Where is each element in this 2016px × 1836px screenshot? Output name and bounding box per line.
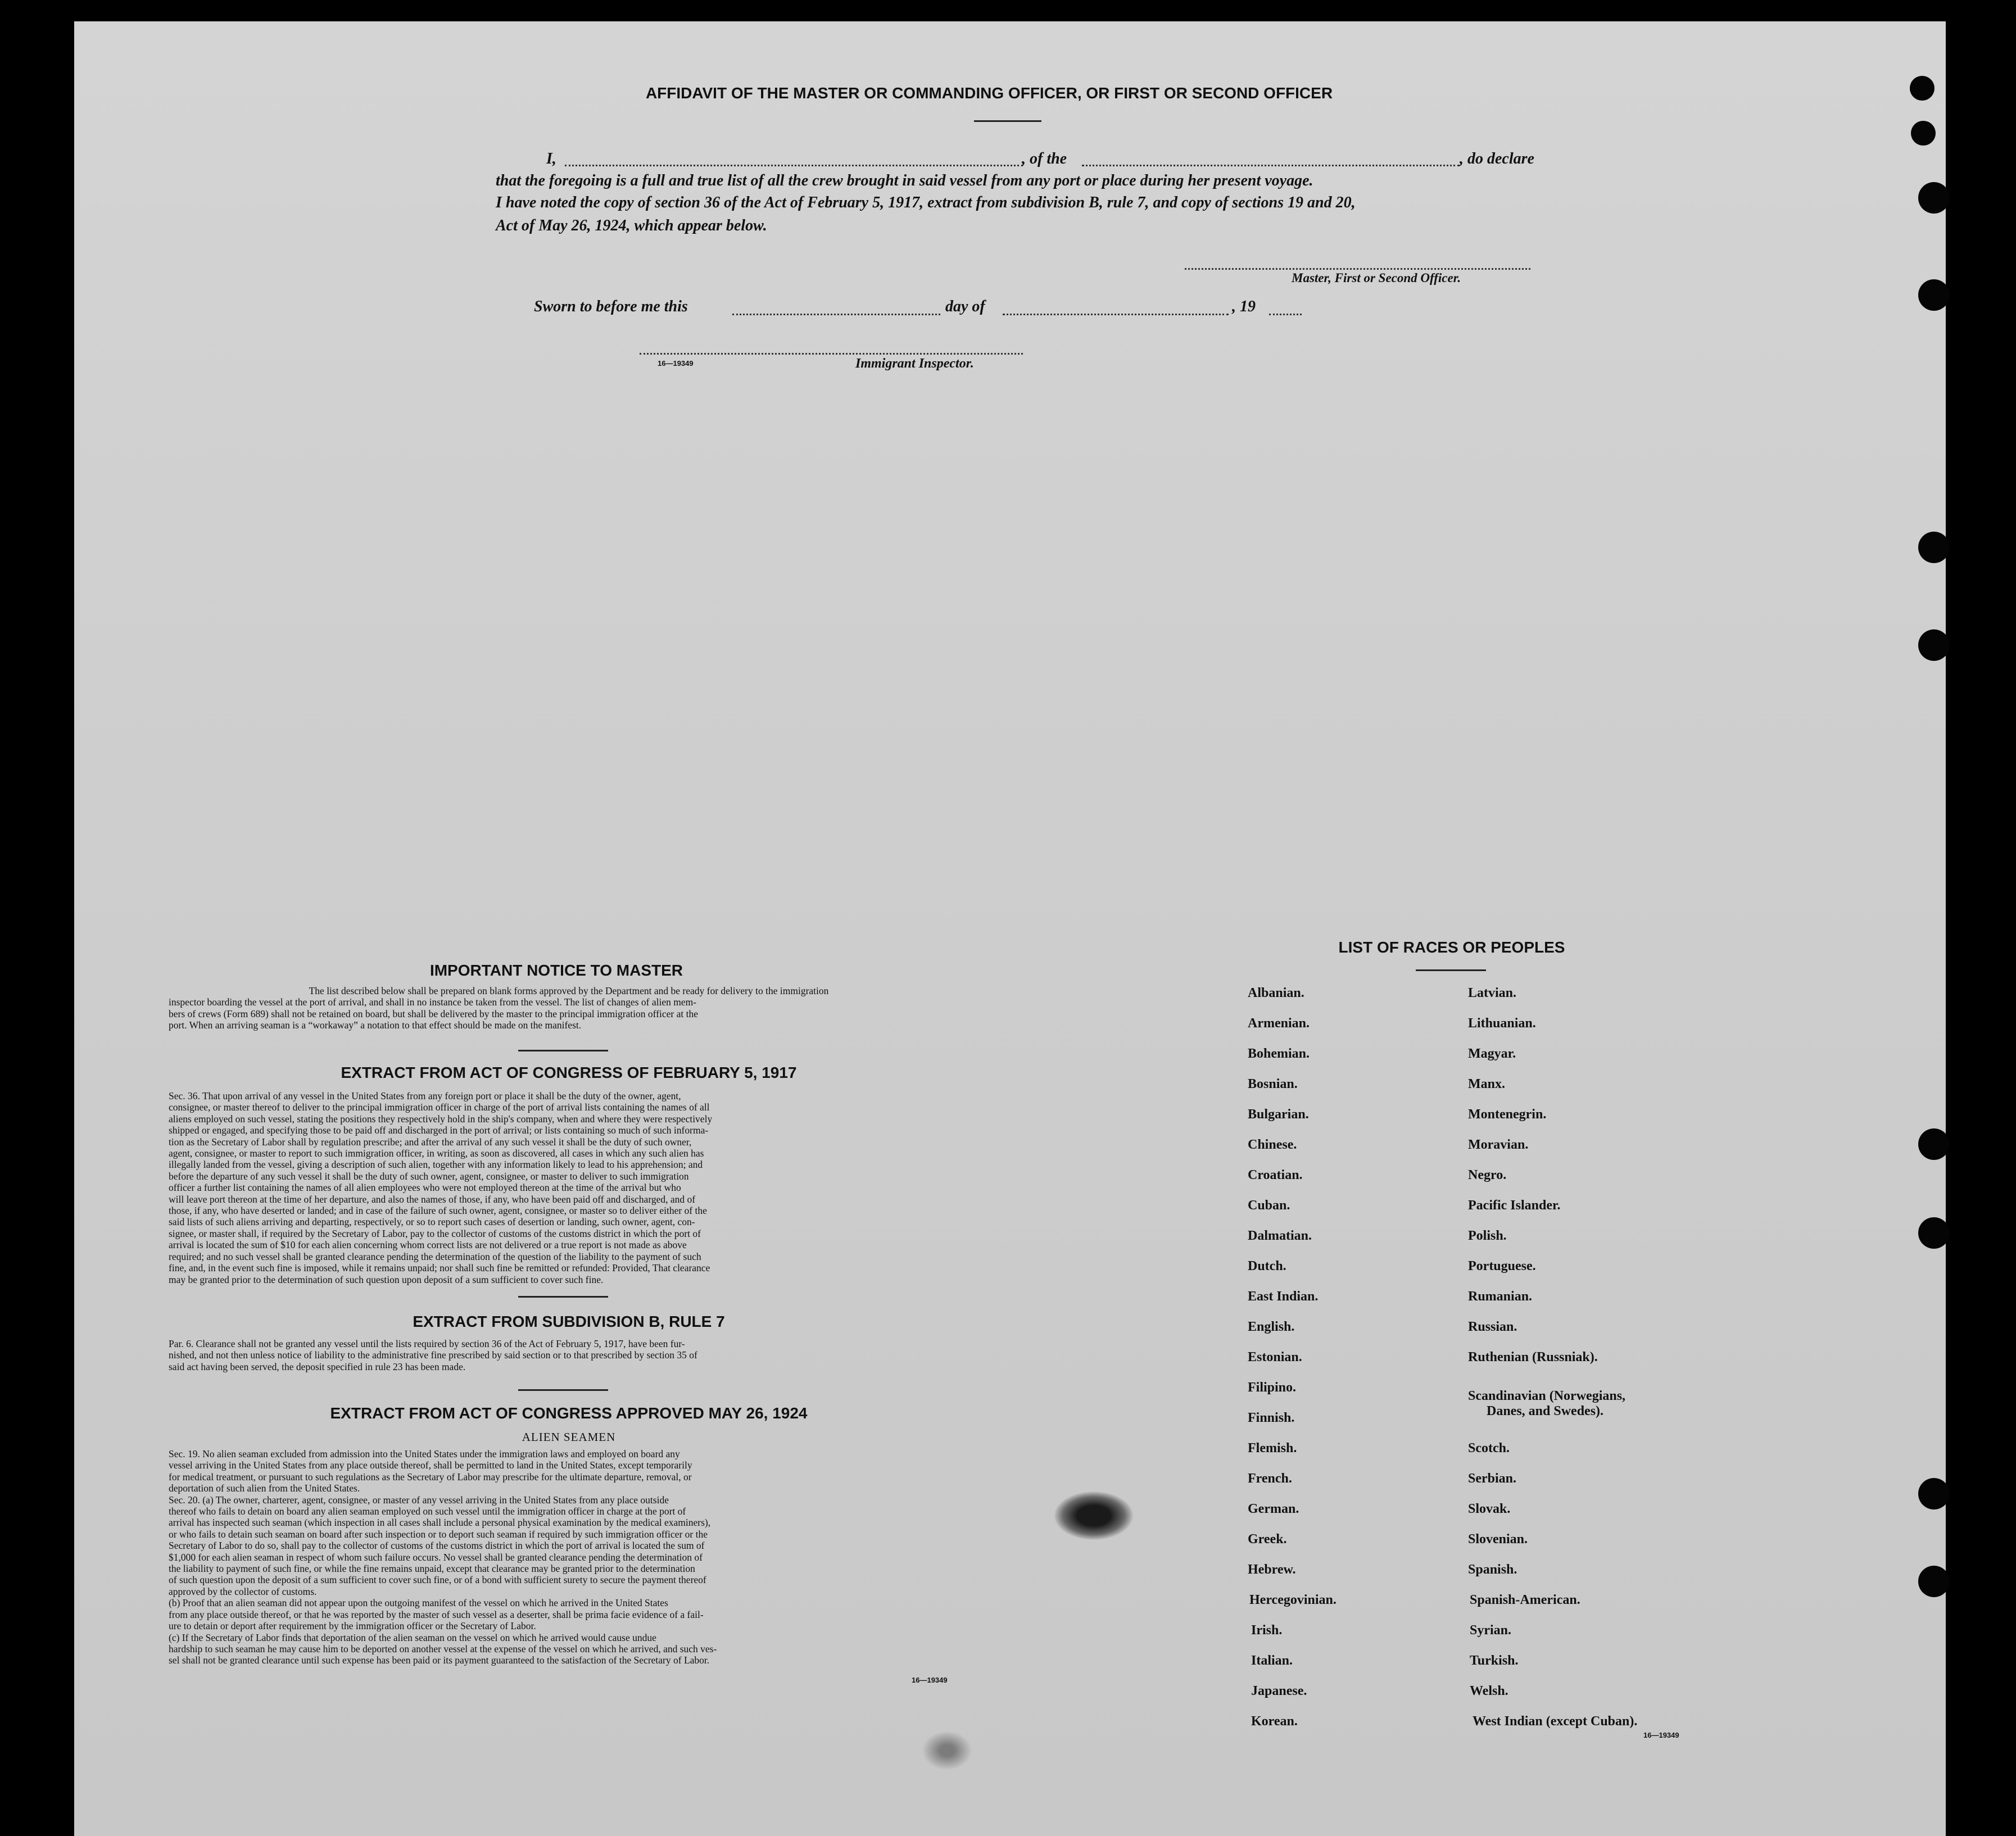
act-1924-line: thereof who fails to detain on board any alien seaman employed on such vessel until the immigration officer in charge at the port of [169,1506,686,1517]
affidavit-line-4: Act of May 26, 1924, which appear below. [496,217,767,234]
section-divider [518,1389,608,1391]
act-1924-line: approved by the collector of customs. [169,1585,317,1597]
master-caption: Master, First or Second Officer. [1292,271,1461,285]
race-item: Chinese. [1248,1137,1297,1152]
race-item: Irish. [1251,1623,1283,1638]
race-item: Portuguese. [1468,1259,1536,1273]
races-title: LIST OF RACES OR PEOPLES [1338,939,1565,956]
affidavit-of-the: , of the [1022,150,1067,167]
notice-title: IMPORTANT NOTICE TO MASTER [429,962,683,979]
race-item: Rumanian. [1468,1289,1533,1304]
affidavit-title-rule [974,120,1041,122]
race-item: West Indian (except Cuban). [1473,1714,1638,1729]
act-1924-line: deportation of such alien from the United States. [169,1483,360,1494]
race-item: Korean. [1251,1714,1298,1729]
races-form-number: 16—19349 [1643,1731,1679,1739]
act-1917-line: fine, and, in the event such fine is imposed, while it remains unpaid; nor shall such fine be remitted or refunded: Provided, That clearance [169,1262,710,1274]
act-1917-line: shipped or engaged, and specifying those to be paid off and discharged in the port of arrival; or lists containing so much of such informa- [169,1125,709,1136]
affiant-name-line[interactable] [565,165,1023,166]
subdivision-b-body [169,1338,969,1372]
notice-line: inspector boarding the vessel at the port of arrival, and shall in no instance be taken from the vessel. The list of changes of alien mem- [169,996,697,1008]
act-1917-line: those, if any, who have deserted or landed; and in case of the failure of such owner, agent, consignee, or master so to deliver either of the [169,1205,707,1217]
act-1924-title: EXTRACT FROM ACT OF CONGRESS APPROVED MAY 26, 1924 [330,1404,808,1422]
race-item: Estonian. [1248,1350,1302,1364]
notice-body [169,985,969,1031]
act-1924-line: (c) If the Secretary of Labor finds that deportation of the alien seaman on the vessel on which he arrived would cause undue [169,1631,656,1643]
race-item: Bulgarian. [1248,1107,1309,1122]
act-1924-line: Sec. 20. (a) The owner, charterer, agent, consignee, or master of any vessel arriving in the United States from any place outside [169,1494,669,1506]
act-1924-line: $1,000 for each alien seaman in respect of whom such failure occurs. No vessel shall be granted clearance pending the determination of [169,1551,703,1563]
notice-line: port. When an arriving seaman is a “workaway” a notation to that effect should be made on the manifest. [169,1019,582,1031]
affidavit-i-label: I, [546,150,556,167]
act-1924-line: for medical treatment, or pursuant to such regulations as the Secretary of Labor may prescribe for the ultimate departure, removal, or [169,1471,692,1483]
affidavit-line-2: that the foregoing is a full and true list of all the crew brought in said vessel from any port or place during her present voyage. [496,172,1313,189]
act-1917-line: agent, consignee, or master to report to such immigration officer, in writing, as soon as discovered, all cases in which any such alien has [169,1148,704,1159]
punch-hole [1918,1566,1950,1597]
affidavit-title: AFFIDAVIT OF THE MASTER OR COMMANDING OFFICER, OR FIRST OR SECOND OFFICER [645,84,1333,102]
race-item: Magyar. [1468,1046,1516,1061]
race-item: Italian. [1251,1653,1293,1668]
act-1924-line: from any place outside thereof, or that he was reported by the master of such vessel as a deserter, shall be prima facie evidence of a fail- [169,1608,704,1620]
race-item: Greek. [1248,1532,1287,1547]
race-item: Hercegovinian. [1249,1593,1337,1607]
act-1924-body [169,1448,969,1666]
act-1924-line: the liability to payment of such fine, or while the fine remains unpaid, except that clearance may be granted prior to the determination [169,1563,695,1575]
act-1917-line: Sec. 36. That upon arrival of any vessel in the United States from any foreign port or place it shall be the duty of the owner, agent, [169,1090,681,1101]
act-1924-line: of such question upon the deposit of a sum sufficient to cover such fine, or of a bond with sufficient surety to secure the payment thereof [169,1574,706,1586]
race-item: Bohemian. [1248,1046,1310,1061]
ink-smudge [922,1731,972,1770]
day-of-label: day of [945,298,985,315]
act-1917-line: tion as the Secretary of Labor shall by regulation prescribe; and after the arrival of any such vessel it shall be the duty of such owner, [169,1136,692,1148]
race-item: Scandinavian (Norwegians, [1468,1389,1626,1403]
race-item: Croatian. [1248,1168,1303,1182]
race-item: French. [1248,1471,1292,1486]
act-1917-line: required; and no such vessel shall be granted clearance pending the determination of the question of the liability to the payment of such [169,1250,701,1262]
race-item: Flemish. [1248,1441,1297,1456]
inspector-caption: Immigrant Inspector. [855,356,974,371]
punch-hole [1911,121,1936,146]
year-prefix: , 19 [1232,298,1256,315]
act-1917-line: before the departure of any such vessel it shall be the duty of such owner, agent, consignee, or master to deliver to such immigration [169,1170,689,1182]
notice-line: The list described below shall be prepared on blank forms approved by the Department and be ready for delivery to the immigration [309,985,829,996]
act-1924-line: arrival has inspected such seaman (which inspection in all cases shall include a personal physical examination by the medical examiners), [169,1517,711,1529]
inspector-signature-line[interactable] [640,353,1023,355]
act-1917-line: arrival is located the sum of $10 for each alien concerning whom correct lists are not delivered or a true report is not made as above [169,1239,687,1251]
race-item: Syrian. [1470,1623,1512,1638]
race-item: Spanish-American. [1470,1593,1580,1607]
race-item: Hebrew. [1248,1562,1296,1577]
subdivision-b-line: nished, and not then unless notice of liability to the administrative fine prescribed by said section or to that prescribed by section 35 of [169,1349,697,1361]
race-item: Slovak. [1468,1502,1511,1516]
punch-hole [1918,532,1950,563]
race-item: East Indian. [1248,1289,1319,1304]
section-divider [518,1296,608,1298]
act-1917-body [169,1090,969,1285]
race-item: Bosnian. [1248,1077,1298,1091]
punch-hole [1918,279,1950,311]
act-1917-line: illegally landed from the vessel, giving a description of such alien, together with any information likely to lead to his apprehension; and [169,1159,703,1171]
race-item: Manx. [1468,1077,1505,1091]
race-item: Dalmatian. [1248,1228,1312,1243]
notice-line: bers of crews (Form 689) shall not be retained on board, but shall be delivered by the master to the principal immigration officer at the [169,1008,698,1019]
affidavit-form-number: 16—19349 [658,359,694,368]
act-1917-line: signee, or master shall, if required by the Secretary of Labor, pay to the collector of customs of the customs district in which the port of [169,1227,701,1239]
race-item: Armenian. [1248,1016,1310,1031]
act-1924-line: sel shall not be granted clearance until such expense has been paid or its payment guaranteed to the satisfaction of the Secretary of Labor. [169,1654,710,1666]
vessel-name-line[interactable] [1082,165,1460,166]
race-item: German. [1248,1502,1299,1516]
ink-smudge [1054,1492,1133,1540]
race-item: Lithuanian. [1468,1016,1536,1031]
act-1917-line: aliens employed on such vessel, stating the positions they respectively hold in the ship's company, when and where they were respectively [169,1113,713,1125]
act-1917-line: officer a further list containing the names of all alien employees who were not employed thereon at the time of the arrival but who [169,1182,681,1194]
race-item: Turkish. [1470,1653,1519,1668]
races-title-rule [1416,969,1486,971]
punch-hole [1918,1217,1950,1249]
race-item: Scotch. [1468,1441,1510,1456]
subdivision-b-line: Par. 6. Clearance shall not be granted any vessel until the lists required by section 36 of the Act of February 5, 1917, have been fur- [169,1338,685,1349]
act-1924-line: hardship to such seaman he may cause him to be deported on another vessel at the expense of the vessel on which he arrived, and such ves- [169,1643,717,1654]
act-1917-line: may be granted prior to the determination of such question upon deposit of a sum sufficient to cover such fine. [169,1273,604,1285]
race-item: Negro. [1468,1168,1507,1182]
race-item: Montenegrin. [1468,1107,1547,1122]
act-1924-line: ure to detain or deport after requirement by the immigration officer or the Secretary of Labor. [169,1620,536,1632]
race-item: Moravian. [1468,1137,1529,1152]
act-1924-line: or who fails to detain such seaman on board after such inspection or to deport such seaman if required by such immigration officer or the [169,1528,708,1540]
race-item: Polish. [1468,1228,1507,1243]
race-item: Japanese. [1251,1684,1307,1698]
punch-hole [1910,76,1935,101]
act-1917-line: consignee, or master thereof to deliver to the principal immigration officer in charge of the port of arrival lists containing the names of all [169,1101,710,1113]
race-item: Filipino. [1248,1380,1297,1395]
affidavit-do-declare: , do declare [1460,150,1534,167]
race-item: Latvian. [1468,986,1517,1000]
subdivision-b-line: said act having been served, the deposit specified in rule 23 has been made. [169,1361,466,1372]
punch-hole [1918,182,1950,214]
master-signature-line[interactable] [1185,268,1530,270]
sworn-year-line[interactable] [1269,314,1302,315]
race-item: English. [1248,1320,1295,1334]
act-1924-line: Sec. 19. No alien seaman excluded from admission into the United States under the immigration laws and employed on board any [169,1448,680,1459]
race-item: Ruthenian (Russniak). [1468,1350,1598,1364]
race-item: Serbian. [1468,1471,1517,1486]
section-divider [518,1050,608,1051]
act-1924-form-number: 16—19349 [912,1676,948,1684]
race-item: Slovenian. [1468,1532,1528,1547]
sworn-month-line[interactable] [1003,314,1229,315]
sworn-day-line[interactable] [732,314,940,315]
race-item: Cuban. [1248,1198,1290,1213]
act-1917-line: will leave port thereon at the time of her departure, and also the names of those, if any, who have been paid off and discharged, and of [169,1193,696,1205]
race-item: Albanian. [1248,986,1304,1000]
race-item: Finnish. [1248,1411,1295,1425]
punch-hole [1918,629,1950,661]
punch-hole [1918,1478,1950,1509]
sworn-label: Sworn to before me this [534,298,688,315]
act-1924-line: vessel arriving in the United States from any place outside thereof, shall be permitted to land in the United States, except temporarily [169,1459,692,1471]
punch-hole [1918,1128,1950,1160]
act-1924-line: (b) Proof that an alien seaman did not appear upon the outgoing manifest of the vessel on which he arrived in the United States [169,1597,668,1609]
act-1917-line: said lists of such aliens arriving and departing, respectively, or so to report such cases of desertion or landing, such owner, agent, con- [169,1216,695,1228]
affidavit-line-3: I have noted the copy of section 36 of the Act of February 5, 1917, extract from subdivision B, rule 7, and copy of sections 19 and 20, [496,194,1356,211]
race-item: Pacific Islander. [1468,1198,1561,1213]
race-item: Danes, and Swedes). [1487,1404,1604,1418]
subdivision-b-title: EXTRACT FROM SUBDIVISION B, RULE 7 [413,1313,725,1330]
race-item: Dutch. [1248,1259,1286,1273]
race-item: Russian. [1468,1320,1517,1334]
race-item: Spanish. [1468,1562,1517,1577]
act-1924-subtitle: ALIEN SEAMEN [522,1430,616,1444]
act-1917-title: EXTRACT FROM ACT OF CONGRESS OF FEBRUARY 5, 1917 [341,1064,797,1081]
act-1924-line: Secretary of Labor to do so, shall pay to the collector of customs of the customs district in which the port of arrival is located the sum of [169,1540,705,1552]
race-item: Welsh. [1470,1684,1508,1698]
